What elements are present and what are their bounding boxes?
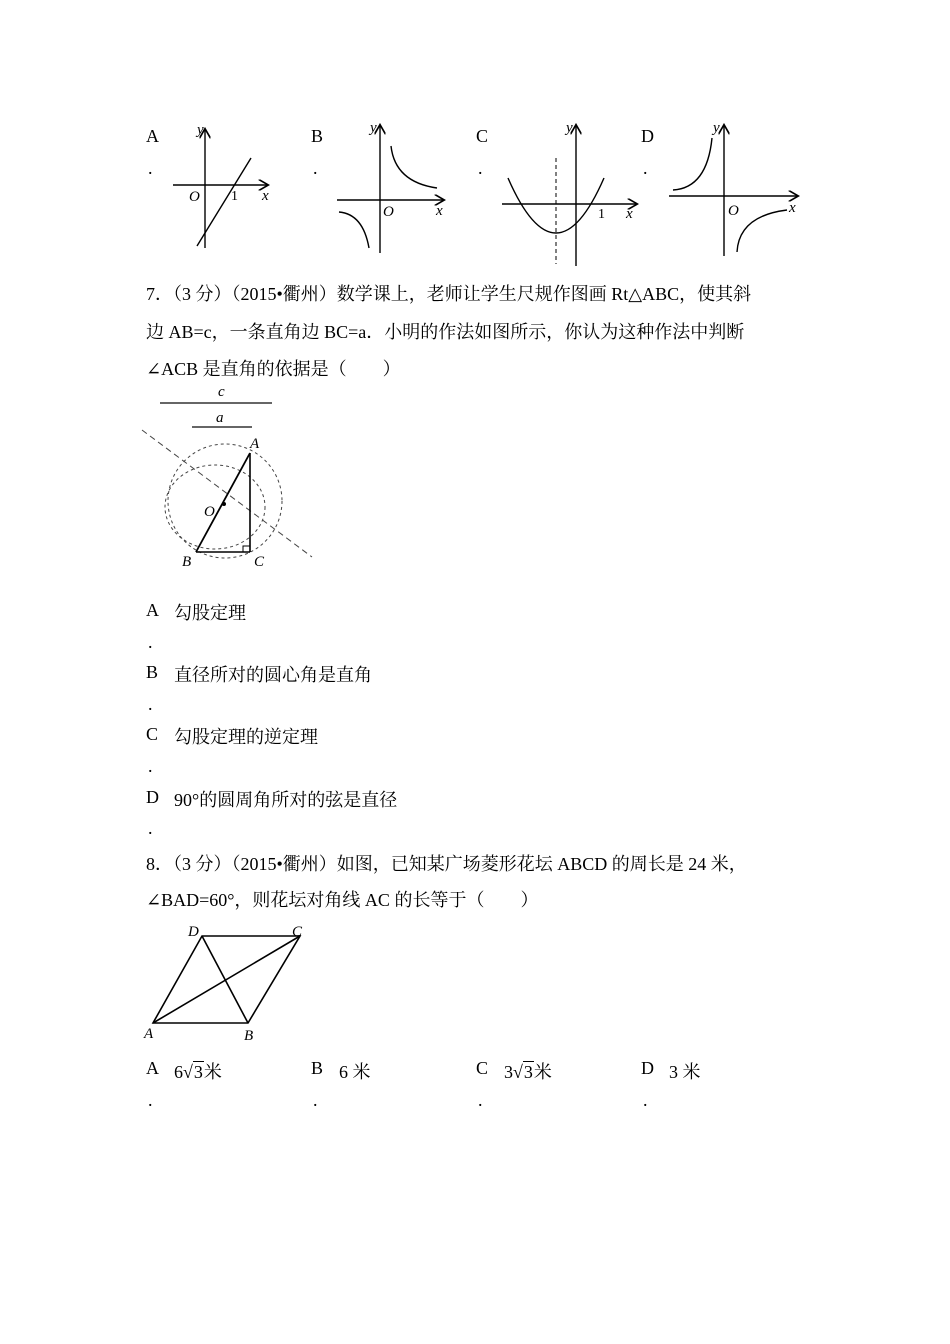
q6a-one-label: 1 [231,189,238,204]
q6-graph-d [667,118,807,258]
q8-option-d-letter: D [641,1058,654,1078]
q8-option-a-dot: . [148,1090,153,1110]
q6a-x-label: x [262,188,269,204]
q7-point-o [222,502,226,506]
q7-figure [140,380,325,575]
q8-stem-line2: ∠BAD=60°，则花坛对角线 AC 的长等于（ ） [146,890,539,910]
q6-option-a-letter: A [146,126,159,146]
q6-option-b-letter: B [311,126,324,146]
q8-option-d-dot: . [643,1090,648,1110]
q8-option-c-radicand: 3 [523,1062,533,1082]
q6b-curve-left [339,212,369,248]
q7-stem-line3: ∠ACB 是直角的依据是（ ） [146,359,401,379]
q6-graph-c [500,118,645,268]
q6d-y-label: y [713,120,720,136]
q8-option-c-dot: . [478,1090,483,1110]
q6c-one-label: 1 [598,207,605,222]
q7-label-O: O [204,504,215,520]
q7-label-C: C [254,554,265,570]
q8-option-a-unit: 米 [203,1062,222,1082]
q7-option-b-dot: . [148,694,153,714]
q7-option-d-text: 90°的圆周角所对的弦是直径 [174,790,398,810]
q6-option-a-dot: . [148,158,153,178]
q8-option-c-letter: C [476,1058,489,1078]
q6-option-d-dot: . [643,158,648,178]
q7-right-angle-mark [243,546,250,552]
q8-option-a-radicand: 3 [193,1062,203,1082]
q6d-x-label: x [789,200,796,216]
q8-label-D: D [188,924,199,940]
q6-option-c-dot: . [478,158,483,178]
q8-option-c-unit: 米 [533,1062,552,1082]
q7-option-c-text: 勾股定理的逆定理 [174,727,318,747]
q8-figure [140,918,320,1048]
q6a-origin-label: O [189,189,200,205]
q8-option-c-sqrt [513,1062,534,1083]
q6-graph-b [333,118,453,253]
q6-option-b-dot: . [313,158,318,178]
q6-option-d-letter: D [641,126,654,146]
q7-label-a: a [216,410,224,426]
q7-stem-line1: 7．（3 分）（2015•衢州）数学课上，老师让学生尺规作图画 Rt△ABC，使其斜 [146,284,752,304]
q8-option-a-value [174,1058,222,1084]
q8-option-a-sqrt [183,1062,204,1083]
q8-option-b-text: 6 米 [339,1062,371,1082]
sqrt-icon: √ [513,1062,523,1082]
q6d-origin-label: O [728,203,739,219]
q8-option-a-coef: 6 [174,1062,183,1082]
q6d-curve-left [673,138,712,190]
q6c-y-label: y [566,120,573,136]
q7-option-d-letter: D [146,787,159,807]
q7-option-c-dot: . [148,756,153,776]
q8-label-C: C [292,924,303,940]
q8-stem-line1: 8．（3 分）（2015•衢州）如图，已知某广场菱形花坛 ABCD 的周长是 24 米， [146,854,747,874]
q7-option-b-letter: B [146,662,159,682]
q7-label-A: A [250,436,260,452]
q7-stem-line2: 边 AB=c，一条直角边 BC=a．小明的作法如图所示，你认为这种作法中判断 [146,322,745,342]
q8-option-b-letter: B [311,1058,324,1078]
q8-option-c-coef: 3 [504,1062,513,1082]
q7-option-c-letter: C [146,724,159,744]
q6b-curve-right [391,146,437,188]
q8-option-d-text: 3 米 [669,1062,701,1082]
q8-option-a-letter: A [146,1058,159,1078]
q7-option-a-dot: . [148,632,153,652]
q7-option-b-text: 直径所对的圆心角是直角 [174,665,372,685]
q7-label-c: c [218,384,225,400]
sqrt-icon: √ [183,1062,193,1082]
q8-diagonal-bd [202,936,248,1023]
q6b-x-label: x [436,203,443,219]
q6b-y-label: y [370,120,377,136]
q6-graph-a [165,118,285,253]
q7-label-B: B [182,554,192,570]
q7-option-a-text: 勾股定理 [174,603,246,623]
q6a-y-label: y [197,122,204,138]
q8-diagonal-ac [153,936,300,1023]
q6d-curve-right [737,210,787,252]
q6b-origin-label: O [383,204,394,220]
q7-option-a-letter: A [146,600,159,620]
q7-option-d-dot: . [148,818,153,838]
q8-label-A: A [144,1026,154,1042]
q8-label-B: B [244,1028,254,1044]
q6c-x-label: x [626,206,633,222]
q8-option-b-dot: . [313,1090,318,1110]
q8-option-c-value [504,1058,552,1084]
q6-option-c-letter: C [476,126,489,146]
